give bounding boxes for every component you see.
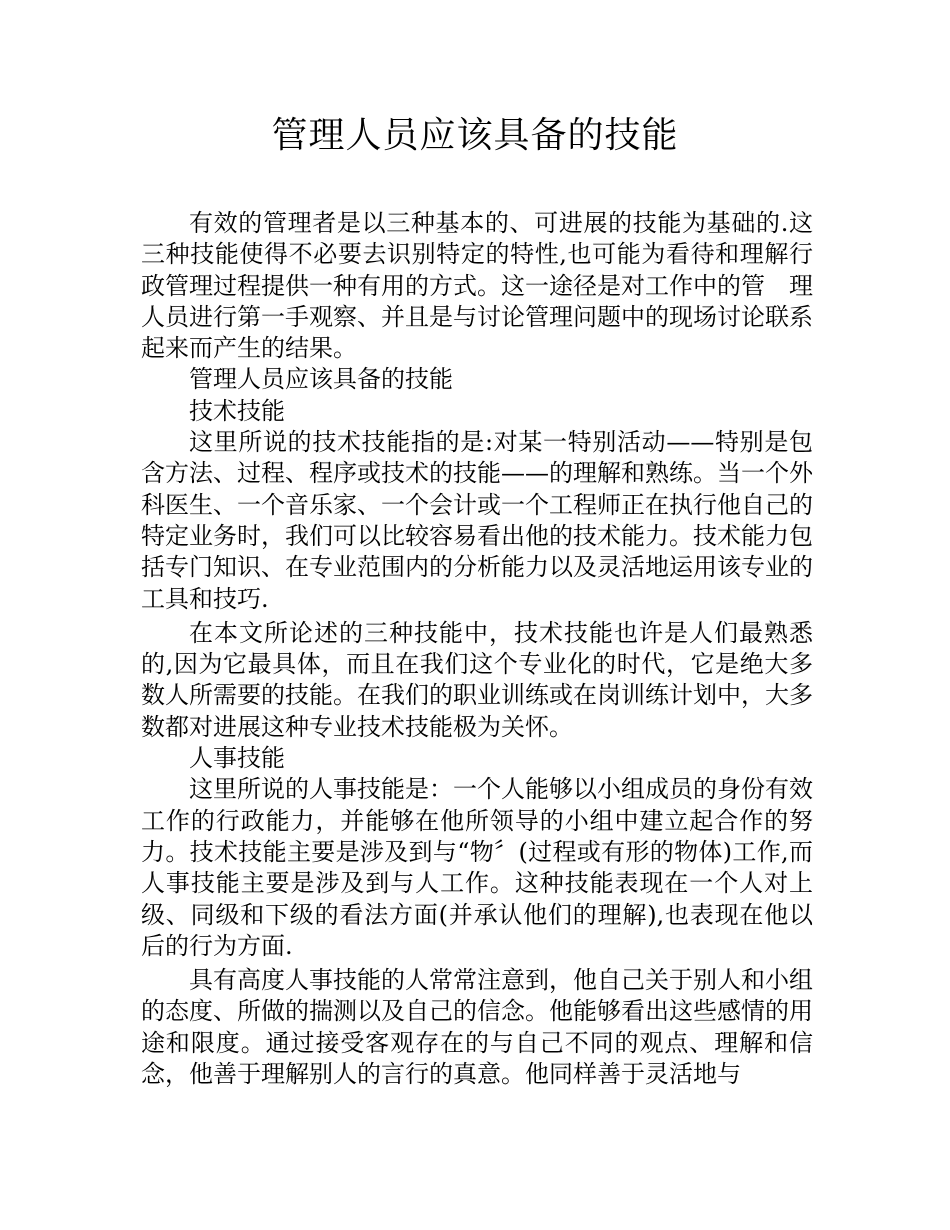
human-skill-paragraph-2: 具有高度人事技能的人常常注意到，他自己关于别人和小组的态度、所做的揣测以及自己的信念。他能够看出这些感情的用途和限度。通过接受客观存在的与自己不同的观点、理解和信念，他善于理解别人的言行的真意。他同样善于灵活地与 (141, 966, 813, 1089)
intro-paragraph: 有效的管理者是以三种基本的、可进展的技能为基础的.这三种技能使得不必要去识别特定的特性,也可能为看待和理解行政管理过程提供一种有用的方式。这一途径是对工作中的管 理人员进行第一手观察、并且是与讨论管理问题中的现场讨论联系起来而产生的结果。 (141, 209, 813, 363)
technical-skill-paragraph-2: 在本文所论述的三种技能中，技术技能也许是人们最熟悉的,因为它最具体，而且在我们这个专业化的时代，它是绝大多数人所需要的技能。在我们的职业训练或在岗训练计划中，大多数都对进展这种专业技术技能极为关怀。 (141, 618, 813, 741)
section-heading-human: 人事技能 (189, 744, 285, 773)
technical-skill-paragraph: 这里所说的技术技能指的是:对某一特别活动——特别是包含方法、过程、程序或技术的技能——的理解和熟练。当一个外科医生、一个音乐家、一个会计或一个工程师正在执行他自己的特定业务时，我们可以比较容易看出他的技术能力。技术能力包括专门知识、在专业范围内的分析能力以及灵活地运用该专业的工具和技巧. (141, 428, 813, 613)
human-skill-paragraph: 这里所说的人事技能是：一个人能够以小组成员的身份有效工作的行政能力，并能够在他所领导的小组中建立起合作的努力。技术技能主要是涉及到与“物〞(过程或有形的物体)工作,而人事技能主要是涉及到与人工作。这种技能表现在一个人对上级、同级和下级的看法方面(并承认他们的理解),也表现在他以后的行为方面. (141, 775, 813, 960)
document-body (141, 208, 813, 1090)
section-heading-skills: 管理人员应该具备的技能 (189, 365, 453, 394)
section-heading-technical: 技术技能 (189, 396, 285, 425)
document-title: 管理人员应该具备的技能 (271, 115, 679, 156)
